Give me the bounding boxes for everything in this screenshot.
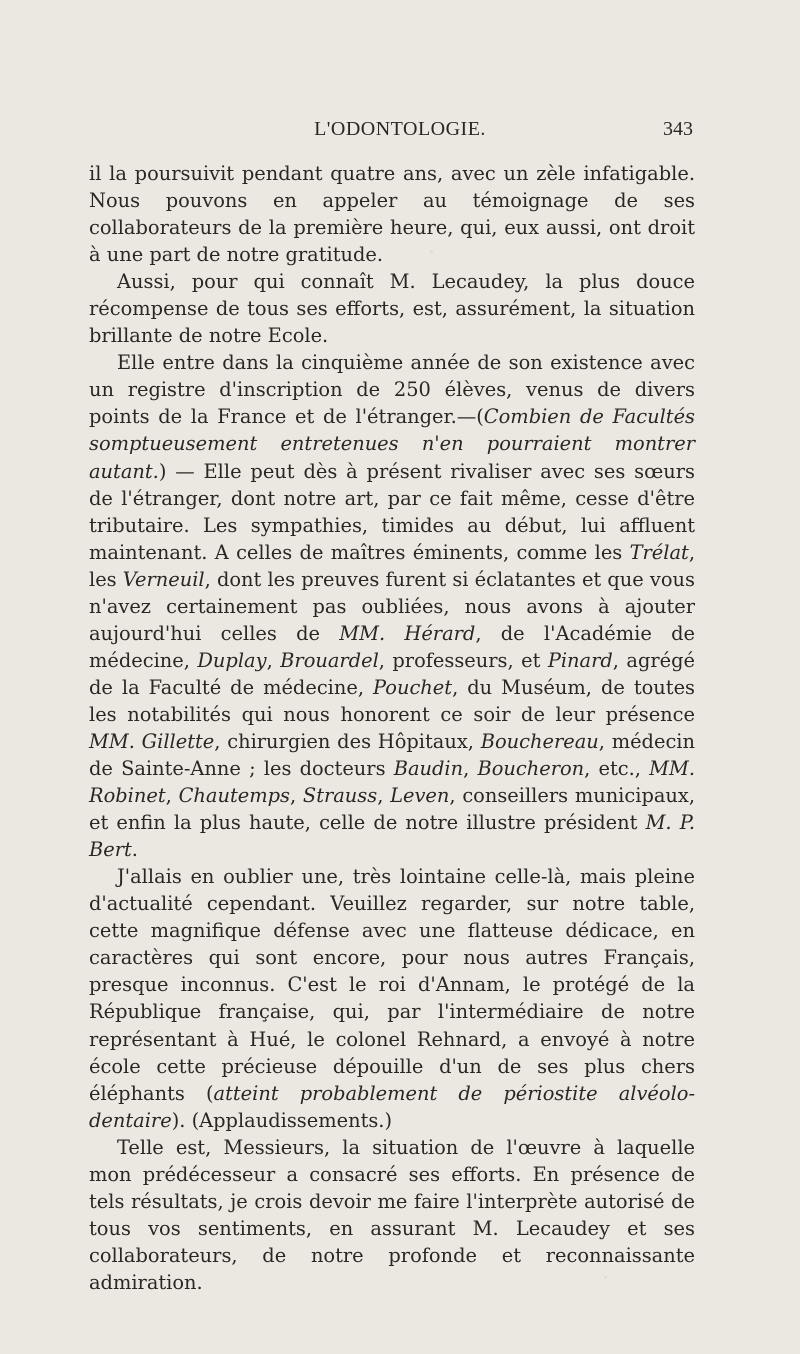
text-run: ). (Applaudissements.) xyxy=(171,1108,393,1132)
text-run: , agrégé de la Faculté de médecine, xyxy=(89,648,696,699)
text-run: , du Muséum, de toutes les notabilités qui nous honorent ce soir de leur présence xyxy=(89,675,696,726)
text-run: , xyxy=(165,784,179,808)
text-run: , professeurs, et xyxy=(378,648,548,672)
page-number: 343 xyxy=(663,118,693,140)
text-run: Telle est, Messieurs, la situation de l'œuvre à laquelle mon prédécesseur a consacré ses efforts. En présence de tels résultats, je crois devoir me faire l'interprète autorisé de tous vos sentiments, en assurant M. Lecaudey et ses collaborateurs, de notre profonde et reconnaissante admiration. xyxy=(89,1135,695,1294)
text-run: , xyxy=(266,648,281,672)
paper-spot xyxy=(150,1030,154,1034)
italic-run: MM. Hérard xyxy=(339,621,476,645)
italic-run: MM. Robinet xyxy=(89,757,696,808)
text-run: il la poursuivit pendant quatre ans, avec un zèle infatigable. Nous pouvons en appeler au témoignage de ses collaborateurs de la première heure, qui, eux aussi, ont droit à une part de notre gratitude. xyxy=(89,162,695,267)
running-head xyxy=(0,118,800,148)
text-run: J'allais en oublier une, très lointaine celle-là, mais pleine d'actualité cependant. Veuillez regarder, sur notre table, cette magnifique défense avec une flatteuse dédicace, en caractères qui sont encore, pour nous autres Français, presque inconnus. C'est le roi d'Annam, le protégé de la République française, qui, par l'intermédiaire de notre représentant à Hué, le colonel Rehnard, a envoyé à notre école cette précieuse dépouille d'un de ses plus chers éléphants ( xyxy=(89,865,695,1105)
paragraph xyxy=(89,268,695,349)
paper-spot xyxy=(430,250,433,253)
italic-run: Pinard xyxy=(547,648,613,672)
italic-run: Bouchereau xyxy=(480,729,599,753)
body-text xyxy=(89,160,695,1296)
italic-run: Combien de Facultés somptueusement entretenues n'en pourraient montrer autant. xyxy=(89,405,695,483)
text-run: , xyxy=(377,784,391,808)
paragraph xyxy=(89,863,695,1133)
paper-spot xyxy=(604,1276,607,1279)
text-run: , conseillers municipaux, et enfin la plus haute, celle de notre illustre président xyxy=(89,784,696,835)
text-run: , médecin de Sainte-Anne ; les docteurs xyxy=(89,729,695,781)
paragraph xyxy=(89,160,695,268)
italic-run: Brouardel xyxy=(280,648,379,672)
text-run: . xyxy=(131,838,138,862)
text-run: ) — Elle peut dès à présent rivaliser avec ses sœurs de l'étranger, dont notre art, par ce fait même, cesse d'être tributaire. Les sympathies, timides au début, lui affluent maintenant. A celles de maîtres éminents, comme les xyxy=(89,459,695,564)
italic-run: Trélat xyxy=(629,540,689,564)
text-run: , les xyxy=(89,540,695,591)
italic-run: Strauss xyxy=(302,784,378,808)
italic-run: MM. Gillette xyxy=(89,729,215,753)
text-run: , xyxy=(289,784,303,808)
text-run: , chirurgien des Hôpitaux, xyxy=(214,729,481,753)
paragraph xyxy=(89,349,695,863)
text-run: , xyxy=(463,757,478,781)
text-run: , dont les preuves furent si éclatantes et que vous n'avez certainement pas oubliées, nous avons à ajouter aujourd'hui celles de xyxy=(89,567,695,645)
text-run: Aussi, pour qui connaît M. Lecaudey, la plus douce récompense de tous ses efforts, est, assurément, la situation brillante de notre Ecole. xyxy=(89,270,695,348)
italic-run: Chautemps xyxy=(178,784,290,808)
italic-run: atteint probablement de périostite alvéolo-dentaire xyxy=(89,1081,695,1132)
italic-run: M. P. Bert xyxy=(89,811,696,862)
text-run: , etc., xyxy=(584,757,650,781)
paragraph xyxy=(89,1134,695,1296)
italic-run: Leven xyxy=(390,784,450,808)
italic-run: Baudin xyxy=(393,757,464,781)
italic-run: Verneuil xyxy=(122,567,205,591)
text-run: , de l'Académie de médecine, xyxy=(89,621,695,672)
italic-run: Duplay xyxy=(197,648,267,672)
italic-run: Pouchet xyxy=(373,675,453,699)
text-run: Elle entre dans la cinquième année de son existence avec un registre d'inscription de 250 élèves, venus de divers points de la France et de l'étranger.—( xyxy=(89,351,695,429)
running-title: L'ODONTOLOGIE. xyxy=(314,118,486,140)
italic-run: Boucheron xyxy=(477,757,585,781)
